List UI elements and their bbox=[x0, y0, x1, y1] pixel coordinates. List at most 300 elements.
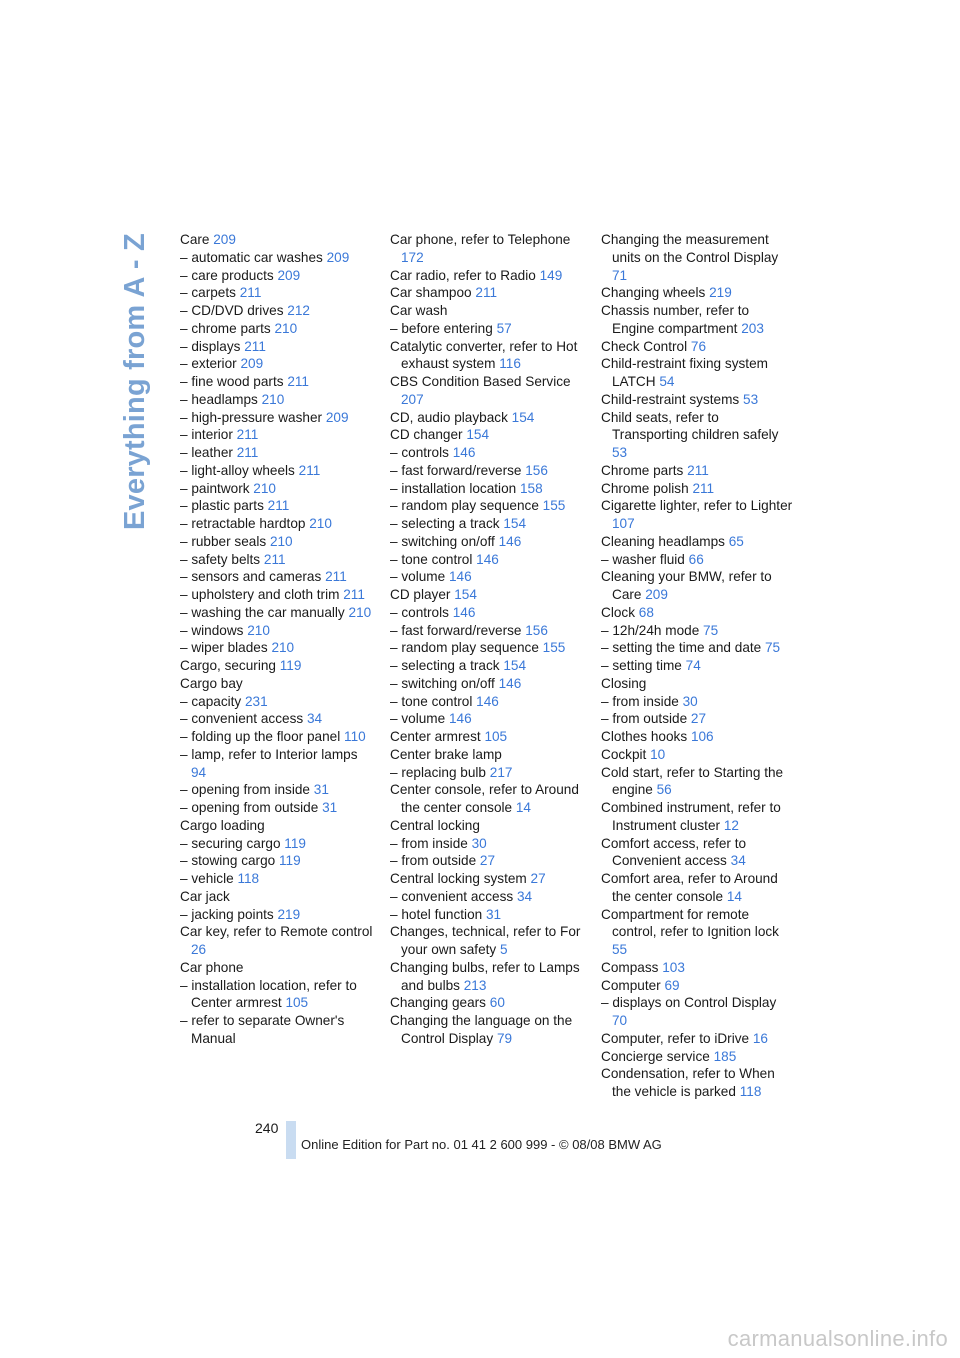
index-entry bbox=[180, 444, 375, 462]
entry-term: Cargo bay bbox=[180, 675, 243, 691]
index-column-2 bbox=[390, 231, 585, 1048]
page-reference-link[interactable]: 107 bbox=[612, 516, 635, 531]
page-reference-link[interactable]: 68 bbox=[638, 604, 654, 620]
page-reference-link[interactable]: 31 bbox=[313, 782, 329, 798]
entry-term: Concierge service bbox=[601, 1048, 710, 1064]
entry-term: – from inside bbox=[390, 835, 468, 851]
index-entry bbox=[601, 497, 793, 533]
index-entry bbox=[180, 1012, 375, 1048]
page-reference-link[interactable]: 27 bbox=[690, 711, 707, 727]
index-entry bbox=[601, 302, 793, 338]
page-reference-link[interactable]: 146 bbox=[498, 533, 522, 549]
entry-term: – fast forward/reverse bbox=[390, 462, 522, 478]
page-reference-link[interactable]: 203 bbox=[741, 320, 764, 336]
page-reference-link[interactable]: 210 bbox=[247, 622, 270, 638]
page-reference-link[interactable]: 57 bbox=[496, 320, 512, 336]
page-reference-link[interactable]: 211 bbox=[244, 338, 266, 354]
page-reference-link[interactable]: 10 bbox=[650, 746, 666, 762]
side-title-text: Everything from A - Z bbox=[119, 233, 151, 530]
index-entry bbox=[601, 1030, 793, 1048]
entry-term: Changing gears bbox=[390, 995, 486, 1011]
page-reference-link[interactable]: 209 bbox=[326, 249, 350, 265]
entry-term: – from inside bbox=[601, 693, 679, 709]
entry-term: Car jack bbox=[180, 888, 230, 904]
entry-term: Cargo loading bbox=[180, 817, 265, 833]
entry-term: Compartment for remote control, refer to Ignition lock bbox=[601, 906, 779, 940]
index-entry bbox=[390, 497, 585, 515]
index-entry bbox=[601, 409, 793, 462]
index-entry bbox=[601, 746, 793, 764]
entry-term: – selecting a track bbox=[390, 658, 500, 673]
page-reference-link[interactable]: 155 bbox=[542, 640, 566, 656]
index-entry bbox=[180, 781, 375, 799]
entry-term: Changing the language on the Control Display bbox=[390, 1013, 573, 1046]
entry-term: – controls bbox=[390, 604, 449, 620]
page-reference-link[interactable]: 146 bbox=[476, 551, 499, 567]
entry-term: Center brake lamp bbox=[390, 746, 502, 762]
page-reference-link[interactable]: 211 bbox=[263, 551, 286, 567]
entry-term: Cleaning your BMW, refer to Care bbox=[601, 569, 772, 602]
entry-term: – washing the car manually bbox=[180, 604, 345, 620]
index-entry bbox=[390, 622, 585, 640]
entry-term: Combined instrument, refer to Instrument cluster bbox=[601, 800, 781, 833]
page-reference-link[interactable]: 14 bbox=[515, 800, 531, 815]
entry-term: – upholstery and cloth trim bbox=[180, 587, 340, 602]
index-entry bbox=[180, 604, 375, 622]
page-reference-link[interactable]: 209 bbox=[325, 409, 349, 425]
index-entry bbox=[601, 284, 793, 302]
page-reference-link[interactable]: 210 bbox=[309, 516, 332, 531]
entry-term: Clock bbox=[601, 604, 635, 620]
entry-term: CD, audio playback bbox=[390, 409, 508, 425]
page-reference-link[interactable]: 30 bbox=[682, 693, 698, 709]
index-entry bbox=[601, 551, 793, 569]
entry-term: – capacity bbox=[180, 693, 242, 709]
page-reference-link[interactable]: 14 bbox=[726, 888, 742, 904]
entry-term: – retractable hardtop bbox=[180, 516, 306, 531]
page-reference-link[interactable]: 211 bbox=[298, 462, 321, 478]
page-reference-link[interactable]: 70 bbox=[612, 1013, 628, 1028]
entry-term: – plastic parts bbox=[180, 498, 264, 514]
page-reference-link[interactable]: 154 bbox=[511, 409, 535, 425]
index-entry bbox=[601, 906, 793, 959]
page-reference-link[interactable]: 211 bbox=[267, 498, 290, 514]
page-reference-link[interactable]: 146 bbox=[448, 569, 472, 585]
entry-term: Condensation, refer to When the vehicle is parked bbox=[601, 1066, 775, 1099]
page-reference-link[interactable]: 27 bbox=[479, 853, 496, 869]
page-reference-link[interactable]: 154 bbox=[503, 516, 527, 531]
page-reference-link[interactable]: 71 bbox=[612, 267, 628, 283]
index-entry bbox=[390, 480, 585, 498]
page-reference-link[interactable]: 172 bbox=[401, 249, 424, 265]
entry-term: – automatic car washes bbox=[180, 249, 323, 265]
index-entry bbox=[390, 764, 585, 782]
index-entry bbox=[180, 835, 375, 853]
entry-term: – convenient access bbox=[390, 888, 514, 904]
index-entry bbox=[180, 284, 375, 302]
page-reference-link[interactable]: 156 bbox=[525, 462, 548, 478]
index-entry bbox=[180, 515, 375, 533]
index-entry bbox=[601, 338, 793, 356]
index-entry bbox=[390, 746, 585, 764]
entry-term: – interior bbox=[180, 427, 233, 443]
entry-term: Child-restraint systems bbox=[601, 391, 740, 407]
page-reference-link[interactable]: 211 bbox=[475, 285, 498, 301]
page-reference-link[interactable]: 105 bbox=[285, 995, 309, 1011]
entry-term: – from outside bbox=[390, 853, 477, 869]
page-reference-link[interactable]: 207 bbox=[401, 391, 424, 407]
entry-term: – washer fluid bbox=[601, 551, 685, 567]
entry-term: – displays on Control Display bbox=[601, 995, 777, 1011]
entry-term: Closing bbox=[601, 675, 647, 691]
page-reference-link[interactable]: 65 bbox=[728, 533, 744, 549]
page-reference-link[interactable]: 55 bbox=[612, 942, 628, 957]
index-entry bbox=[390, 835, 585, 853]
entry-term: Car key, refer to Remote control bbox=[180, 924, 373, 940]
entry-term: Car wash bbox=[390, 303, 448, 318]
entry-term: Child-restraint fixing system LATCH bbox=[601, 356, 768, 389]
entry-term: Comfort access, refer to Convenient access bbox=[601, 835, 747, 869]
entry-term: – fine wood parts bbox=[180, 374, 284, 389]
index-entry bbox=[390, 568, 585, 586]
index-entry bbox=[180, 568, 375, 586]
page-reference-link[interactable]: 66 bbox=[688, 551, 704, 567]
entry-term: Central locking bbox=[390, 817, 480, 833]
page-reference-link[interactable]: 210 bbox=[348, 604, 372, 620]
index-entry bbox=[601, 355, 793, 391]
page-reference-link[interactable]: 209 bbox=[277, 267, 301, 283]
page-reference-link[interactable]: 146 bbox=[476, 693, 499, 709]
page-reference-link[interactable]: 74 bbox=[685, 658, 701, 673]
index-entry bbox=[601, 799, 793, 835]
page-reference-link[interactable]: 154 bbox=[466, 427, 490, 443]
page-reference-link[interactable]: 60 bbox=[489, 995, 505, 1011]
index-entry bbox=[390, 923, 585, 959]
page-reference-link[interactable]: 210 bbox=[261, 391, 285, 407]
entry-term: Care bbox=[180, 232, 210, 247]
entry-term: – opening from outside bbox=[180, 800, 319, 815]
page-reference-link[interactable]: 212 bbox=[287, 303, 310, 318]
page-reference-link[interactable]: 106 bbox=[690, 729, 714, 744]
entry-term: Cleaning headlamps bbox=[601, 533, 725, 549]
entry-term: Central locking system bbox=[390, 871, 527, 886]
index-entry bbox=[390, 657, 585, 675]
page-reference-link[interactable]: 30 bbox=[471, 835, 487, 851]
index-entry bbox=[390, 817, 585, 835]
index-entry bbox=[601, 231, 793, 284]
page-reference-link[interactable]: 219 bbox=[277, 906, 301, 922]
index-entry bbox=[180, 533, 375, 551]
entry-term: Center console, refer to Around the center console bbox=[390, 782, 579, 815]
index-entry bbox=[390, 728, 585, 746]
entry-term: – folding up the floor panel bbox=[180, 729, 341, 744]
footer-text: Online Edition for Part no. 01 41 2 600 999 - © 08/08 BMW AG bbox=[301, 1137, 662, 1152]
page-reference-link[interactable]: 211 bbox=[239, 285, 262, 301]
index-entry bbox=[390, 231, 585, 267]
index-entry bbox=[180, 497, 375, 515]
index-entry bbox=[601, 710, 793, 728]
index-entry bbox=[180, 462, 375, 480]
entry-term: Compass bbox=[601, 959, 659, 975]
index-entry bbox=[390, 852, 585, 870]
index-entry bbox=[180, 639, 375, 657]
index-entry bbox=[180, 799, 375, 817]
entry-term: Cockpit bbox=[601, 746, 647, 762]
index-entry bbox=[180, 622, 375, 640]
index-entry bbox=[601, 657, 793, 675]
entry-term: – switching on/off bbox=[390, 675, 495, 691]
page-reference-link[interactable]: 103 bbox=[662, 959, 685, 975]
side-title bbox=[114, 230, 156, 530]
page-reference-link[interactable]: 75 bbox=[703, 622, 719, 638]
index-entry bbox=[180, 870, 375, 888]
index-entry bbox=[180, 977, 375, 1013]
index-entry bbox=[180, 657, 375, 675]
index-entry bbox=[180, 693, 375, 711]
index-entry bbox=[390, 426, 585, 444]
entry-term: – selecting a track bbox=[390, 516, 500, 531]
page-reference-link[interactable]: 69 bbox=[664, 977, 680, 993]
page-reference-link[interactable]: 54 bbox=[659, 374, 675, 389]
page-reference-link[interactable]: 146 bbox=[452, 445, 476, 460]
page-reference-link[interactable]: 209 bbox=[645, 587, 668, 602]
index-entry bbox=[180, 320, 375, 338]
page-reference-link[interactable]: 211 bbox=[343, 587, 365, 602]
entry-term: – jacking points bbox=[180, 906, 274, 922]
page-reference-link[interactable]: 34 bbox=[306, 711, 323, 727]
index-entry bbox=[390, 710, 585, 728]
page-reference-link[interactable]: 79 bbox=[496, 1030, 513, 1046]
page-reference-link[interactable]: 31 bbox=[322, 800, 338, 815]
page-reference-link[interactable]: 155 bbox=[542, 498, 566, 514]
entry-term: Chrome polish bbox=[601, 480, 689, 496]
entry-term: – installation location bbox=[390, 480, 517, 496]
page-reference-link[interactable]: 76 bbox=[690, 338, 707, 354]
index-entry bbox=[390, 267, 585, 285]
index-entry bbox=[601, 462, 793, 480]
index-entry bbox=[601, 1065, 793, 1101]
entry-term: – securing cargo bbox=[180, 835, 281, 851]
index-entry bbox=[390, 284, 585, 302]
page-reference-link[interactable]: 209 bbox=[240, 356, 264, 372]
index-entry bbox=[601, 675, 793, 693]
index-entry bbox=[390, 373, 585, 409]
entry-term: Changes, technical, refer to For your own safety bbox=[390, 924, 581, 957]
index-entry bbox=[390, 675, 585, 693]
entry-term: Cold start, refer to Starting the engine bbox=[601, 764, 784, 798]
entry-term: Clothes hooks bbox=[601, 729, 688, 744]
entry-term: – volume bbox=[390, 711, 446, 727]
entry-term: – opening from inside bbox=[180, 782, 310, 798]
index-entry bbox=[180, 267, 375, 285]
entry-term: – CD/DVD drives bbox=[180, 303, 284, 318]
page-reference-link[interactable]: 27 bbox=[530, 871, 546, 886]
index-entry bbox=[390, 1012, 585, 1048]
index-entry bbox=[180, 480, 375, 498]
entry-term: – random play sequence bbox=[390, 498, 539, 514]
index-entry bbox=[390, 586, 585, 604]
page-reference-link[interactable]: 119 bbox=[279, 658, 302, 673]
page-reference-link[interactable]: 119 bbox=[284, 835, 306, 851]
entry-term: – random play sequence bbox=[390, 640, 539, 656]
page-reference-link[interactable]: 118 bbox=[237, 871, 260, 886]
index-entry bbox=[601, 391, 793, 409]
page-reference-link[interactable]: 211 bbox=[287, 374, 309, 389]
entry-term: Computer, refer to iDrive bbox=[601, 1030, 750, 1046]
entry-term: Check Control bbox=[601, 338, 688, 354]
index-entry bbox=[390, 462, 585, 480]
page-reference-link[interactable]: 185 bbox=[713, 1048, 737, 1064]
page-reference-link[interactable]: 53 bbox=[743, 391, 759, 407]
entry-term: Changing wheels bbox=[601, 285, 706, 301]
entry-term: Car shampoo bbox=[390, 285, 472, 301]
page-reference-link[interactable]: 105 bbox=[484, 729, 508, 744]
page-reference-link[interactable]: 210 bbox=[274, 320, 298, 336]
index-entry bbox=[180, 852, 375, 870]
entry-term: Child seats, refer to Transporting children safely bbox=[601, 409, 779, 443]
page-reference-link[interactable]: 154 bbox=[503, 658, 527, 673]
index-entry bbox=[601, 728, 793, 746]
entry-term: – windows bbox=[180, 622, 244, 638]
entry-term: – lamp, refer to Interior lamps bbox=[180, 746, 358, 762]
entry-term: Cargo, securing bbox=[180, 658, 276, 673]
page-reference-link[interactable]: 56 bbox=[656, 782, 672, 798]
index-entry bbox=[390, 551, 585, 569]
index-entry bbox=[390, 444, 585, 462]
page-reference-link[interactable]: 149 bbox=[539, 267, 563, 283]
page-reference-link[interactable]: 16 bbox=[752, 1030, 768, 1046]
index-entry bbox=[390, 409, 585, 427]
entry-term: – wiper blades bbox=[180, 640, 268, 656]
index-entry bbox=[180, 817, 375, 835]
index-entry bbox=[390, 693, 585, 711]
entry-term: – setting time bbox=[601, 658, 682, 673]
entry-term: – tone control bbox=[390, 693, 473, 709]
page-reference-link[interactable]: 211 bbox=[236, 427, 259, 443]
page-reference-link[interactable]: 26 bbox=[191, 942, 207, 957]
entry-term: Car phone, refer to Telephone bbox=[390, 232, 571, 247]
page-reference-link[interactable]: 210 bbox=[271, 640, 295, 656]
index-entry bbox=[180, 551, 375, 569]
page-reference-link[interactable]: 75 bbox=[765, 640, 781, 656]
index-entry bbox=[601, 959, 793, 977]
index-entry bbox=[180, 355, 375, 373]
entry-term: – convenient access bbox=[180, 711, 304, 727]
footer-accent-bar bbox=[286, 1121, 296, 1159]
page-reference-link[interactable]: 209 bbox=[213, 232, 236, 247]
index-entry bbox=[390, 604, 585, 622]
index-entry bbox=[601, 639, 793, 657]
entry-term: – headlamps bbox=[180, 391, 258, 407]
page-reference-link[interactable]: 231 bbox=[245, 693, 268, 709]
entry-term: – care products bbox=[180, 267, 274, 283]
entry-term: CD player bbox=[390, 587, 451, 602]
page-reference-link[interactable]: 213 bbox=[463, 977, 487, 993]
page-reference-link[interactable]: 210 bbox=[253, 480, 276, 496]
page-reference-link[interactable]: 34 bbox=[516, 888, 533, 904]
page-reference-link[interactable]: 110 bbox=[344, 729, 366, 744]
page-reference-link[interactable]: 119 bbox=[279, 853, 301, 869]
index-entry bbox=[601, 1048, 793, 1066]
entry-term: – from outside bbox=[601, 711, 688, 727]
page-reference-link[interactable]: 219 bbox=[709, 285, 732, 301]
page-reference-link[interactable]: 5 bbox=[499, 942, 508, 957]
page-reference-link[interactable]: 217 bbox=[489, 764, 513, 780]
entry-term: – installation location, refer to Center armrest bbox=[180, 977, 357, 1011]
entry-term: – chrome parts bbox=[180, 320, 271, 336]
page-reference-link[interactable]: 154 bbox=[454, 587, 477, 602]
entry-term: – volume bbox=[390, 569, 446, 585]
entry-term: – safety belts bbox=[180, 551, 261, 567]
index-entry bbox=[390, 781, 585, 817]
page-reference-link[interactable]: 211 bbox=[692, 480, 715, 496]
index-entry bbox=[180, 249, 375, 267]
entry-term: – high-pressure washer bbox=[180, 409, 323, 425]
page-reference-link[interactable]: 94 bbox=[191, 764, 207, 780]
entry-term: Computer bbox=[601, 977, 661, 993]
page-reference-link[interactable]: 156 bbox=[525, 622, 548, 638]
entry-term: Car radio, refer to Radio bbox=[390, 267, 536, 283]
entry-term: – hotel function bbox=[390, 906, 483, 922]
entry-term: Chrome parts bbox=[601, 462, 684, 478]
index-entry bbox=[180, 746, 375, 782]
page-reference-link[interactable]: 211 bbox=[687, 462, 709, 478]
page-reference-link[interactable]: 31 bbox=[485, 906, 502, 922]
page-reference-link[interactable]: 118 bbox=[739, 1084, 762, 1099]
entry-term: – sensors and cameras bbox=[180, 569, 322, 585]
index-entry bbox=[601, 480, 793, 498]
page-reference-link[interactable]: 34 bbox=[730, 853, 746, 869]
entry-term: CD changer bbox=[390, 427, 463, 443]
page-reference-link[interactable]: 211 bbox=[325, 569, 347, 585]
page-reference-link[interactable]: 12 bbox=[723, 817, 739, 833]
index-entry bbox=[390, 870, 585, 888]
page-reference-link[interactable]: 146 bbox=[498, 675, 522, 691]
index-entry bbox=[180, 231, 375, 249]
index-entry bbox=[601, 693, 793, 711]
entry-term: Changing the measurement units on the Control Display bbox=[601, 232, 779, 265]
entry-term: – vehicle bbox=[180, 871, 234, 886]
index-column-1 bbox=[180, 231, 375, 1048]
index-column-3 bbox=[601, 231, 793, 1101]
entry-term: Comfort area, refer to Around the center console bbox=[601, 871, 778, 904]
page-reference-link[interactable]: 210 bbox=[269, 533, 293, 549]
index-entry bbox=[180, 675, 375, 693]
entry-term: Catalytic converter, refer to Hot exhaust system bbox=[390, 338, 578, 372]
index-entry bbox=[390, 302, 585, 320]
page-reference-link[interactable]: 146 bbox=[452, 604, 476, 620]
page-number: 240 bbox=[255, 1120, 279, 1136]
index-entry bbox=[390, 515, 585, 533]
entry-term: – replacing bulb bbox=[390, 764, 486, 780]
index-entry bbox=[180, 391, 375, 409]
page-reference-link[interactable]: 158 bbox=[519, 480, 543, 496]
index-entry bbox=[601, 977, 793, 995]
page-reference-link[interactable]: 53 bbox=[612, 445, 628, 460]
entry-term: – displays bbox=[180, 338, 241, 354]
index-entry bbox=[390, 994, 585, 1012]
index-entry bbox=[180, 710, 375, 728]
page-reference-link[interactable]: 146 bbox=[448, 711, 472, 727]
entry-term: – tone control bbox=[390, 551, 473, 567]
index-entry bbox=[601, 533, 793, 551]
index-entry bbox=[601, 568, 793, 604]
index-entry bbox=[601, 764, 793, 800]
page-reference-link[interactable]: 211 bbox=[236, 445, 259, 460]
page-reference-link[interactable]: 116 bbox=[499, 356, 521, 372]
entry-term: – paintwork bbox=[180, 480, 250, 496]
index-entry bbox=[180, 923, 375, 959]
